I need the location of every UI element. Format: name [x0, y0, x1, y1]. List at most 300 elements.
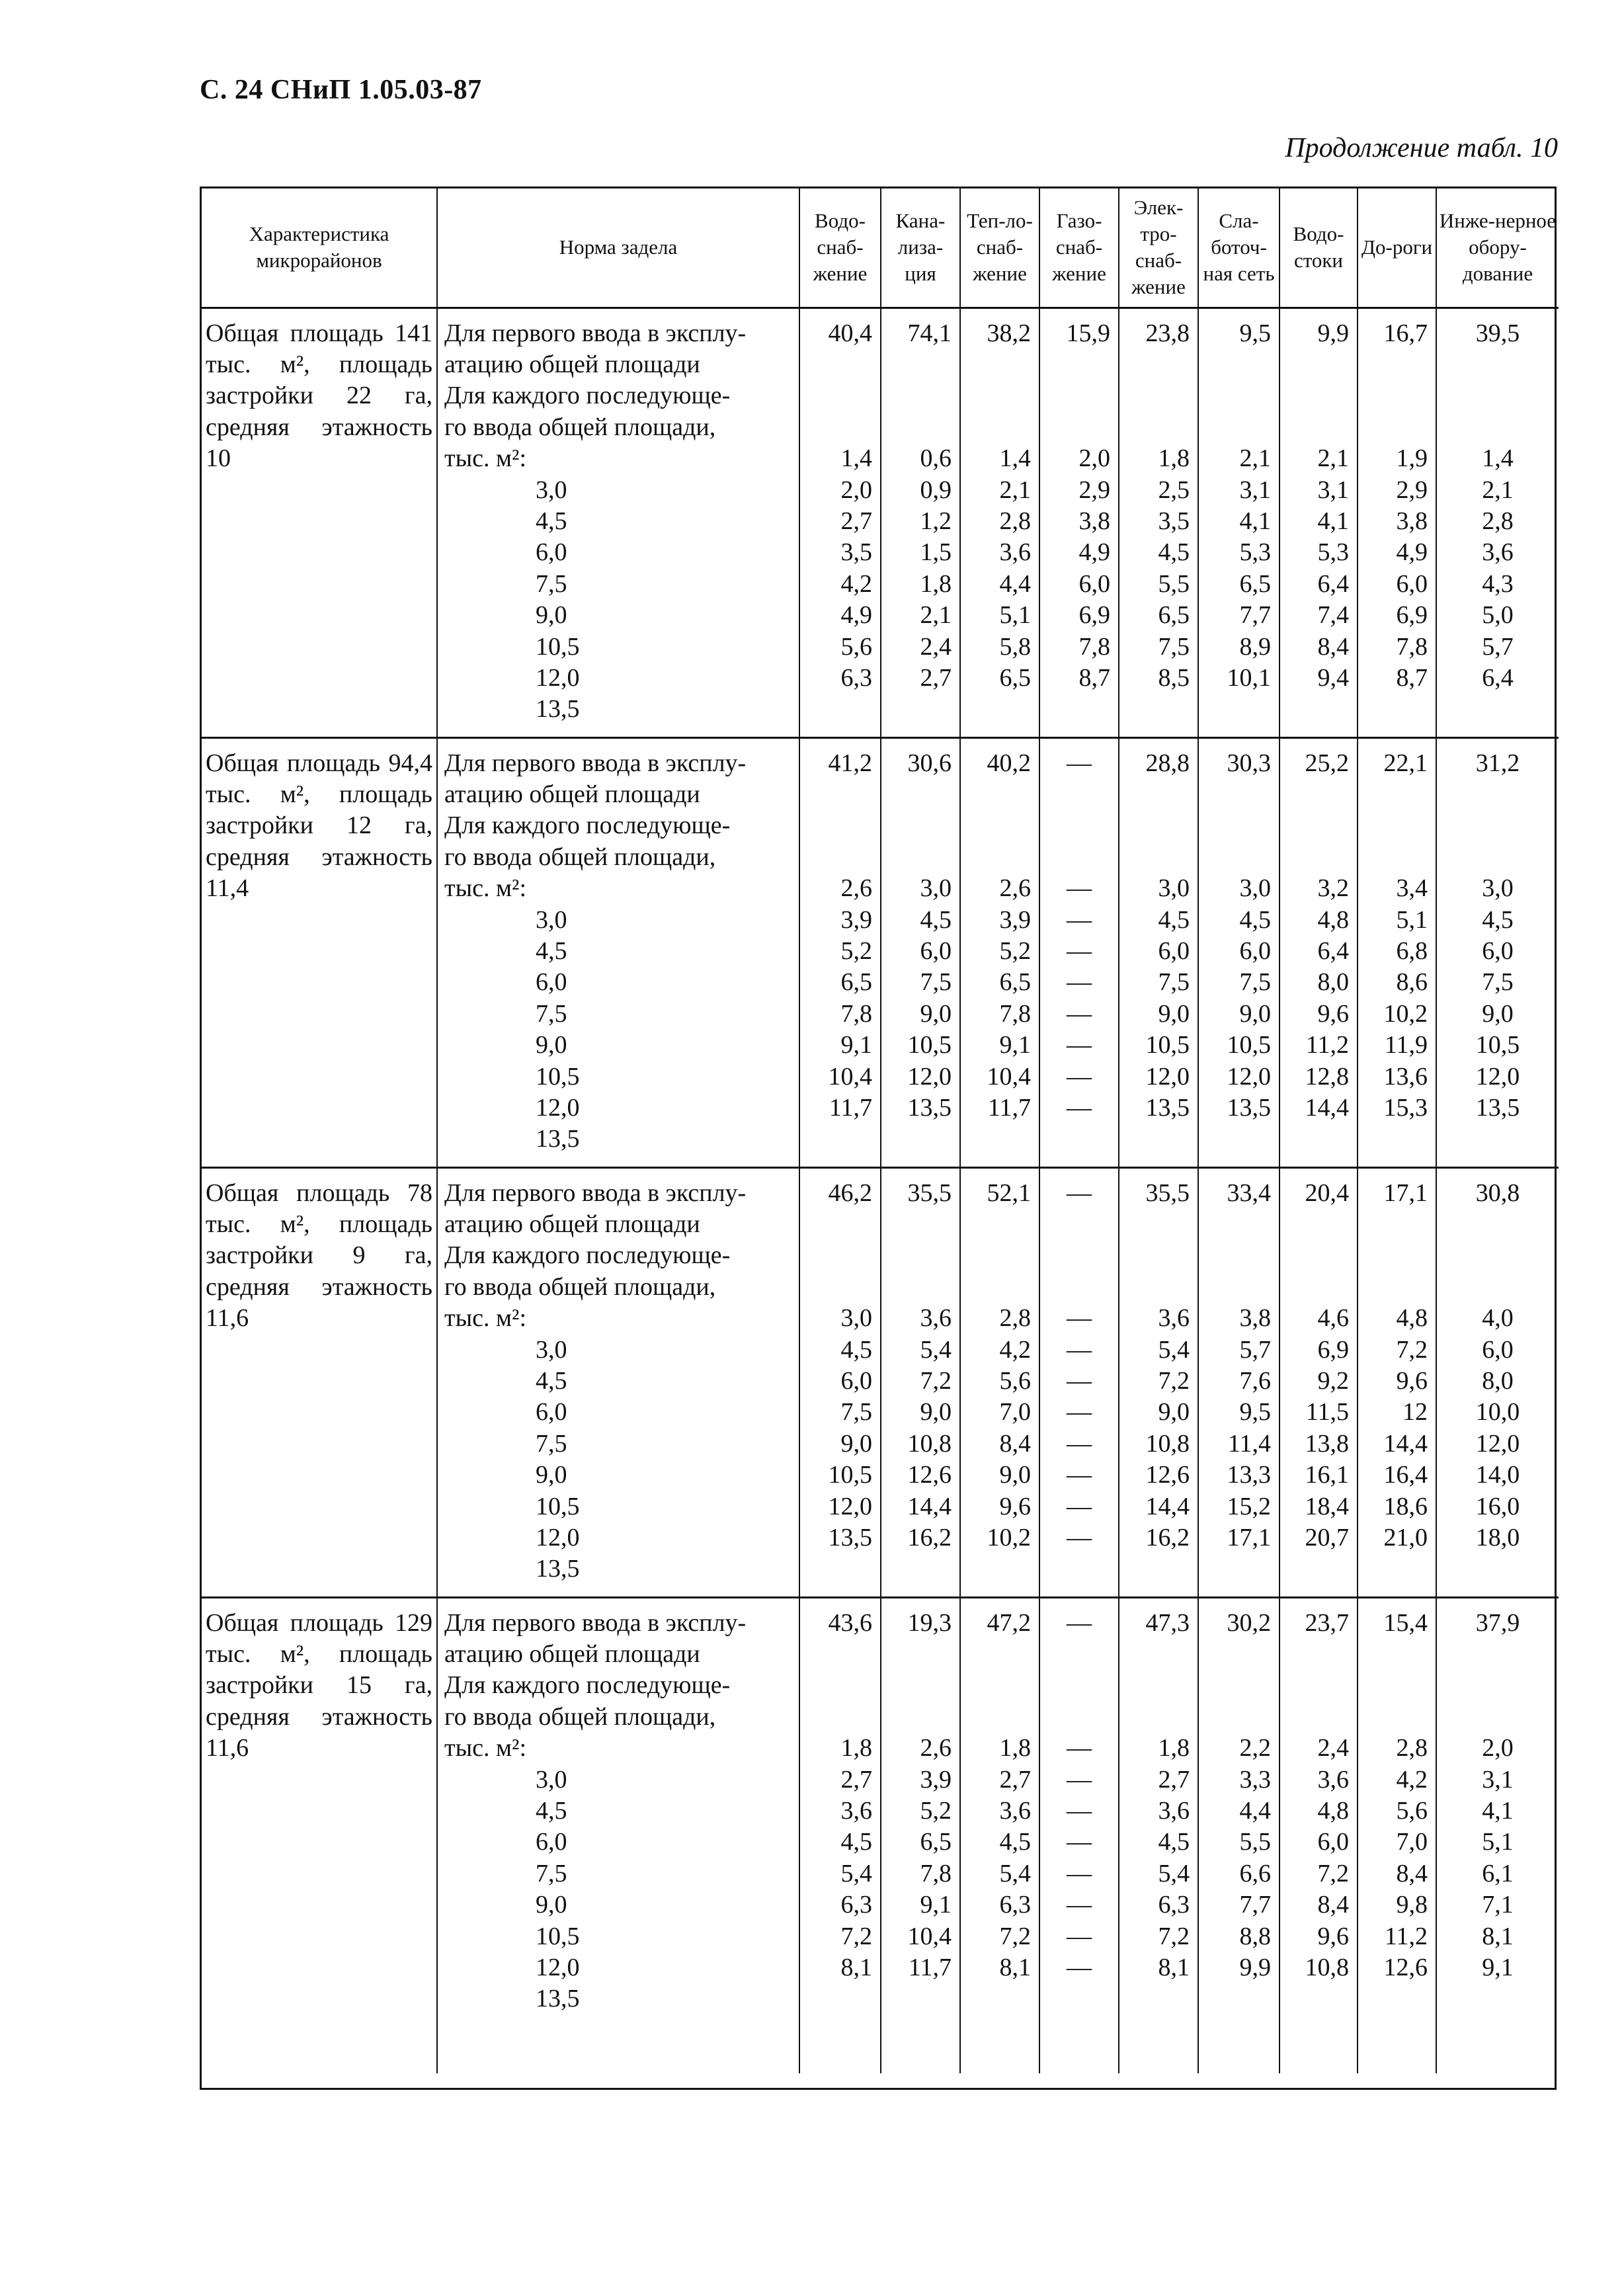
step-value: 9,0 [1239, 999, 1271, 1028]
first-input-value: 19,3 [907, 1608, 952, 1637]
step-value: 13,3 [1227, 1461, 1271, 1489]
spacer [961, 1209, 1031, 1303]
cell-water-supply [799, 1597, 881, 2073]
first-input-value: 35,5 [907, 1179, 952, 1207]
norm-text-line: тыс. м²: [444, 444, 527, 473]
step-value: 7,5 [920, 968, 952, 997]
first-input-value: 15,4 [1383, 1608, 1428, 1637]
step-value: 4,8 [1317, 905, 1349, 934]
area-step-value: 10,5 [536, 1062, 580, 1091]
first-input-value: 17,1 [1383, 1179, 1428, 1207]
spacer [1358, 1639, 1428, 1733]
col-header-power-supply: Элек-тро-снаб-жение [1119, 188, 1198, 308]
step-value: — [1067, 1304, 1092, 1333]
step-value: 6,4 [1317, 569, 1349, 598]
spacer [881, 1209, 952, 1303]
area-step-value: 13,5 [536, 1555, 580, 1583]
step-value: 10,5 [828, 1461, 872, 1489]
step-value: 5,7 [1482, 632, 1514, 661]
step-value: 10,0 [1475, 1398, 1520, 1427]
step-value: — [1067, 1859, 1092, 1887]
step-value: 1,8 [1158, 444, 1190, 473]
step-value: 3,9 [999, 905, 1031, 934]
spacer [1437, 1639, 1559, 1733]
first-input-value: 30,3 [1227, 749, 1271, 777]
step-value: 12,0 [1145, 1062, 1190, 1091]
step-value: 16,2 [907, 1523, 952, 1552]
first-input-value: 46,2 [828, 1179, 872, 1207]
step-value: 11,4 [1227, 1429, 1271, 1458]
step-value: 0,6 [920, 444, 952, 473]
step-value: 8,9 [1239, 632, 1271, 661]
step-value: 1,5 [920, 538, 952, 567]
cell-power-supply [1119, 1597, 1198, 2073]
step-value: 3,5 [840, 538, 872, 567]
step-value: 5,4 [840, 1859, 872, 1887]
step-value: 2,5 [1158, 476, 1190, 504]
cell-heat-supply [960, 308, 1039, 737]
step-value: 13,6 [1383, 1062, 1428, 1091]
step-value: 5,6 [840, 632, 872, 661]
step-value: 13,8 [1305, 1429, 1349, 1458]
step-value: 9,0 [1158, 1398, 1190, 1427]
step-value: 10,4 [907, 1922, 952, 1950]
norm-text-line: Для первого ввода в эксплу- [444, 749, 747, 777]
step-value: — [1067, 1765, 1092, 1794]
step-value: 4,9 [840, 601, 872, 630]
step-value: 8,1 [840, 1953, 872, 1981]
step-value: 9,6 [999, 1492, 1031, 1520]
step-value: 7,8 [1078, 632, 1110, 661]
step-value: 7,1 [1482, 1891, 1514, 1919]
step-value: 3,6 [1317, 1765, 1349, 1794]
step-value: 2,6 [999, 874, 1031, 903]
step-value: — [1067, 1093, 1092, 1122]
cell-heat-supply [960, 1597, 1039, 2073]
spacer [961, 349, 1031, 443]
step-value: 13,5 [1145, 1093, 1190, 1122]
step-value: 4,5 [920, 905, 952, 934]
step-value: 3,0 [1239, 874, 1271, 903]
step-value: 13,5 [1227, 1093, 1271, 1122]
step-value: 5,7 [1239, 1335, 1271, 1364]
step-value: 4,2 [840, 569, 872, 598]
step-value: 4,0 [1482, 1304, 1514, 1333]
step-value: 4,1 [1317, 507, 1349, 535]
norm-text-line: Для каждого последующе- [444, 382, 731, 410]
col-header-roads: До-роги [1358, 188, 1436, 308]
cell-roads [1358, 1597, 1436, 2073]
cell-sewerage [881, 1167, 960, 1597]
step-value: 5,4 [999, 1859, 1031, 1887]
area-step-value: 9,0 [536, 1031, 567, 1059]
cell-roads [1358, 308, 1436, 737]
spacer [1437, 349, 1559, 443]
step-value: 6,0 [1158, 936, 1190, 965]
spacer [1119, 1209, 1190, 1303]
step-value: — [1067, 1922, 1092, 1950]
step-value: 14,0 [1475, 1461, 1520, 1489]
step-value: 12 [1402, 1398, 1428, 1427]
first-input-value: 41,2 [828, 749, 872, 777]
microdistrict-characteristic: Общая площадь 94,4 тыс. м², площадь застройки 12 га, средняя этажность 11,4 [202, 737, 437, 1167]
area-step-value: 4,5 [536, 936, 567, 965]
microdistrict-characteristic: Общая площадь 78 тыс. м², площадь застройки 9 га, средняя этажность 11,6 [202, 1167, 437, 1597]
step-value: 2,1 [1239, 444, 1271, 473]
step-value: 2,4 [920, 632, 952, 661]
step-value: 1,8 [920, 569, 952, 598]
step-value: 5,1 [1482, 1828, 1514, 1856]
spacer [1280, 1639, 1349, 1733]
step-value: 4,5 [1239, 905, 1271, 934]
step-value: — [1067, 968, 1092, 997]
step-value: 2,1 [999, 476, 1031, 504]
norm-text-line: атацию общей площади [444, 780, 700, 808]
step-value: 1,8 [840, 1734, 872, 1762]
col-header-sewerage: Кана-лиза-ция [881, 188, 960, 308]
step-value: 18,0 [1475, 1523, 1520, 1552]
step-value: 3,8 [1078, 507, 1110, 535]
first-input-value: 47,2 [987, 1608, 1031, 1637]
step-value: 3,0 [1482, 874, 1514, 903]
cell-drainage [1279, 1167, 1358, 1597]
step-value: 11,2 [1305, 1031, 1349, 1059]
cell-power-supply [1119, 1167, 1198, 1597]
spacer [800, 1209, 872, 1303]
area-step-value: 12,0 [536, 1523, 580, 1552]
step-value: 2,1 [1482, 476, 1514, 504]
step-value: 3,0 [1158, 874, 1190, 903]
norm-text-line: го ввода общей площади, [444, 1702, 716, 1731]
spacer [1199, 1209, 1271, 1303]
step-value: 11,2 [1384, 1922, 1428, 1950]
norm-description-cell [437, 1167, 799, 1597]
step-value: — [1067, 999, 1092, 1028]
step-value: 1,4 [840, 444, 872, 473]
step-value: 8,6 [1396, 968, 1428, 997]
step-value: 2,8 [1396, 1734, 1428, 1762]
step-value: 6,3 [1158, 1891, 1190, 1919]
area-step-value: 9,0 [536, 1461, 567, 1489]
cell-engineering-equipment [1436, 737, 1559, 1167]
norm-text-line: го ввода общей площади, [444, 1272, 716, 1301]
step-value: 6,5 [920, 1828, 952, 1856]
step-value: 2,2 [1239, 1734, 1271, 1762]
step-value: 3,1 [1482, 1765, 1514, 1794]
spacer [1119, 1639, 1190, 1733]
col-header-drainage: Водо-стоки [1279, 188, 1358, 308]
cell-drainage [1279, 737, 1358, 1167]
step-value: 6,9 [1078, 601, 1110, 630]
first-input-value: 52,1 [987, 1179, 1031, 1207]
step-value: 4,1 [1239, 507, 1271, 535]
cell-gas-supply [1039, 308, 1119, 737]
step-value: 3,0 [920, 874, 952, 903]
step-value: 2,1 [1317, 444, 1349, 473]
area-step-value: 9,0 [536, 1891, 567, 1919]
step-value: 6,0 [920, 936, 952, 965]
cell-gas-supply [1039, 1167, 1119, 1597]
col-header-norm: Норма задела [437, 188, 799, 308]
spacer [1358, 779, 1428, 873]
step-value: 4,5 [840, 1828, 872, 1856]
step-value: 8,4 [1396, 1859, 1428, 1887]
step-value: 2,9 [1078, 476, 1110, 504]
area-step-value: 3,0 [536, 476, 567, 504]
first-input-value: — [1067, 1179, 1092, 1207]
step-value: 12,0 [1475, 1429, 1520, 1458]
step-value: 10,8 [1145, 1429, 1190, 1458]
step-value: 7,2 [920, 1366, 952, 1395]
cell-water-supply [799, 308, 881, 737]
step-value: — [1067, 1429, 1092, 1458]
step-value: 10,1 [1227, 663, 1271, 692]
step-value: 5,5 [1239, 1828, 1271, 1856]
step-value: 12,8 [1305, 1062, 1349, 1091]
step-value: 2,0 [1078, 444, 1110, 473]
step-value: 4,9 [1396, 538, 1428, 567]
step-value: 9,0 [999, 1461, 1031, 1489]
table-row [202, 1597, 1559, 2073]
step-value: 9,6 [1317, 1922, 1349, 1950]
step-value: 4,5 [1482, 905, 1514, 934]
first-input-value: 28,8 [1145, 749, 1190, 777]
step-value: 2,8 [999, 507, 1031, 535]
step-value: 3,1 [1239, 476, 1271, 504]
step-value: 5,1 [999, 601, 1031, 630]
step-value: 6,5 [840, 968, 872, 997]
step-value: 3,0 [840, 1304, 872, 1333]
step-value: 4,4 [999, 569, 1031, 598]
step-value: 3,2 [1317, 874, 1349, 903]
step-value: — [1067, 936, 1092, 965]
step-value: 1,8 [999, 1734, 1031, 1762]
step-value: 2,8 [1482, 507, 1514, 535]
step-value: 16,1 [1305, 1461, 1349, 1489]
step-value: 2,7 [840, 1765, 872, 1794]
step-value: 12,6 [1383, 1953, 1428, 1981]
step-value: — [1067, 1523, 1092, 1552]
cell-engineering-equipment [1436, 1597, 1559, 2073]
step-value: 17,1 [1227, 1523, 1271, 1552]
step-value: — [1067, 1828, 1092, 1856]
step-value: 11,7 [829, 1093, 872, 1122]
col-header-water-supply: Водо-снаб-жение [799, 188, 881, 308]
step-value: 8,4 [1317, 1891, 1349, 1919]
first-input-value: 39,5 [1475, 319, 1520, 347]
spacer [1040, 779, 1118, 873]
cell-roads [1358, 737, 1436, 1167]
area-step-value: 6,0 [536, 1398, 567, 1427]
step-value: 10,2 [987, 1523, 1031, 1552]
step-value: 6,3 [999, 1891, 1031, 1919]
step-value: 9,1 [1482, 1953, 1514, 1981]
area-step-value: 10,5 [536, 1492, 580, 1520]
step-value: 4,5 [1158, 905, 1190, 934]
step-value: — [1067, 874, 1092, 903]
step-value: 10,5 [907, 1031, 952, 1059]
step-value: 3,6 [1158, 1304, 1190, 1333]
area-step-value: 10,5 [536, 1922, 580, 1950]
microdistrict-characteristic: Общая площадь 141 тыс. м², площадь застройки 22 га, средняя этажность 10 [202, 308, 437, 737]
cell-drainage [1279, 1597, 1358, 2073]
step-value: 7,5 [1158, 632, 1190, 661]
spacer [1280, 1209, 1349, 1303]
spacer [1199, 779, 1271, 873]
first-input-value: 25,2 [1305, 749, 1349, 777]
step-value: 5,4 [1158, 1859, 1190, 1887]
step-value: 7,2 [1317, 1859, 1349, 1887]
norm-text-line: атацию общей площади [444, 1639, 700, 1668]
spacer [1358, 349, 1428, 443]
area-step-value: 7,5 [536, 1859, 567, 1887]
norm-text-line: го ввода общей площади, [444, 413, 716, 441]
step-value: 7,2 [999, 1922, 1031, 1950]
col-header-engineering-equipment: Инже-нерное обору-дование [1436, 188, 1559, 308]
spacer [1040, 1209, 1118, 1303]
step-value: 7,6 [1239, 1366, 1271, 1395]
first-input-value: 15,9 [1066, 319, 1110, 347]
step-value: 7,5 [1239, 968, 1271, 997]
cell-power-supply [1119, 737, 1198, 1167]
spacer [1040, 1639, 1118, 1733]
area-step-value: 13,5 [536, 695, 580, 724]
page-header: С. 24 СНиП 1.05.03-87 [200, 75, 482, 105]
step-value: 8,7 [1396, 663, 1428, 692]
step-value: 9,8 [1396, 1891, 1428, 1919]
step-value: 0,9 [920, 476, 952, 504]
spacer [1119, 349, 1190, 443]
step-value: 2,0 [1482, 1734, 1514, 1762]
step-value: 10,5 [1227, 1031, 1271, 1059]
step-value: 6,0 [1317, 1828, 1349, 1856]
step-value: 3,6 [840, 1796, 872, 1825]
step-value: 6,6 [1239, 1859, 1271, 1887]
cell-water-supply [799, 1167, 881, 1597]
step-value: 9,6 [1396, 1366, 1428, 1395]
step-value: 4,5 [840, 1335, 872, 1364]
area-step-value: 4,5 [536, 1796, 567, 1825]
step-value: 9,1 [999, 1031, 1031, 1059]
step-value: 9,0 [920, 999, 952, 1028]
norms-table [202, 188, 1559, 2073]
area-step-value: 3,0 [536, 905, 567, 934]
norm-description-cell [437, 737, 799, 1167]
norm-description-cell [437, 1597, 799, 2073]
step-value: 6,5 [1158, 601, 1190, 630]
cell-water-supply [799, 737, 881, 1167]
table-body [202, 308, 1559, 2073]
step-value: 2,6 [840, 874, 872, 903]
norm-text-line: Для каждого последующе- [444, 1671, 731, 1700]
step-value: 2,7 [999, 1765, 1031, 1794]
step-value: 6,0 [1482, 936, 1514, 965]
step-value: 3,9 [920, 1765, 952, 1794]
first-input-value: 31,2 [1475, 749, 1520, 777]
step-value: 4,8 [1396, 1304, 1428, 1333]
norm-text-line: Для каждого последующе- [444, 1241, 731, 1270]
step-value: 5,8 [999, 632, 1031, 661]
area-step-value: 12,0 [536, 1093, 580, 1122]
cell-roads [1358, 1167, 1436, 1597]
first-input-value: 47,3 [1145, 1608, 1190, 1637]
area-step-value: 10,5 [536, 632, 580, 661]
first-input-value: 9,9 [1317, 319, 1349, 347]
step-value: 18,4 [1305, 1492, 1349, 1520]
step-value: 4,9 [1078, 538, 1110, 567]
step-value: 8,1 [1158, 1953, 1190, 1981]
step-value: 5,2 [920, 1796, 952, 1825]
norms-table-frame [200, 186, 1557, 2090]
step-value: 2,4 [1317, 1734, 1349, 1762]
step-value: 5,3 [1239, 538, 1271, 567]
step-value: 10,5 [1475, 1031, 1520, 1059]
area-step-value: 4,5 [536, 1366, 567, 1395]
step-value: 7,2 [1396, 1335, 1428, 1364]
step-value: 9,2 [1317, 1366, 1349, 1395]
first-input-value: 9,5 [1239, 319, 1271, 347]
cell-drainage [1279, 308, 1358, 737]
table-row [202, 1167, 1559, 1597]
area-step-value: 9,0 [536, 601, 567, 630]
norm-text-line: атацию общей площади [444, 1210, 700, 1238]
step-value: 7,8 [1396, 632, 1428, 661]
step-value: 3,5 [1158, 507, 1190, 535]
norm-text-line: атацию общей площади [444, 350, 700, 378]
step-value: — [1067, 1398, 1092, 1427]
step-value: 7,8 [999, 999, 1031, 1028]
first-input-value: 22,1 [1383, 749, 1428, 777]
step-value: 2,7 [920, 663, 952, 692]
step-value: 1,4 [999, 444, 1031, 473]
cell-low-current [1198, 1597, 1279, 2073]
step-value: 13,5 [828, 1523, 872, 1552]
step-value: 4,2 [999, 1335, 1031, 1364]
step-value: 7,7 [1239, 601, 1271, 630]
step-value: 7,2 [1158, 1922, 1190, 1950]
step-value: 5,0 [1482, 601, 1514, 630]
step-value: 12,0 [1227, 1062, 1271, 1091]
cell-engineering-equipment [1436, 308, 1559, 737]
step-value: 10,5 [1145, 1031, 1190, 1059]
spacer [1437, 779, 1559, 873]
step-value: 10,8 [907, 1429, 952, 1458]
spacer [1280, 779, 1349, 873]
step-value: 10,8 [1305, 1953, 1349, 1981]
spacer [1119, 779, 1190, 873]
first-input-value: — [1067, 1608, 1092, 1637]
step-value: 15,2 [1227, 1492, 1271, 1520]
step-value: — [1067, 1062, 1092, 1091]
step-value: 5,4 [1158, 1335, 1190, 1364]
step-value: 6,8 [1396, 936, 1428, 965]
step-value: 6,3 [840, 663, 872, 692]
step-value: 4,1 [1482, 1796, 1514, 1825]
step-value: 6,3 [840, 1891, 872, 1919]
step-value: — [1067, 1734, 1092, 1762]
step-value: 3,6 [1158, 1796, 1190, 1825]
step-value: 7,4 [1317, 601, 1349, 630]
cell-gas-supply [1039, 737, 1119, 1167]
step-value: 7,0 [999, 1398, 1031, 1427]
area-step-value: 13,5 [536, 1125, 580, 1153]
area-step-value: 6,0 [536, 1828, 567, 1856]
step-value: 9,1 [920, 1891, 952, 1919]
step-value: 5,6 [1396, 1796, 1428, 1825]
step-value: 12,0 [907, 1062, 952, 1091]
step-value: 13,5 [907, 1093, 952, 1122]
step-value: — [1067, 1492, 1092, 1520]
